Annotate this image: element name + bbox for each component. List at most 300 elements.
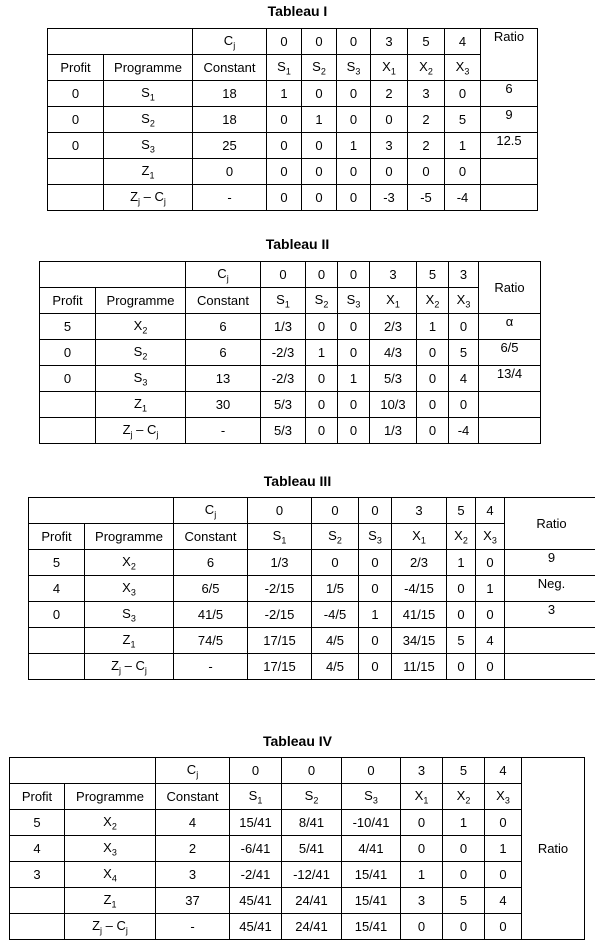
subscript: 1: [111, 899, 117, 910]
table-cell: [337, 185, 371, 211]
cell-text: 0: [458, 164, 467, 179]
cell-text: – C: [140, 188, 164, 204]
subscript: 2: [465, 795, 471, 806]
cell-text: -2/41: [240, 867, 271, 882]
ratio-cell: [479, 340, 541, 366]
subscript: j: [119, 665, 122, 676]
table-cell: [261, 314, 306, 340]
subscript: j: [214, 509, 217, 520]
cell-text: -: [208, 659, 213, 674]
table-cell: [408, 81, 445, 107]
table-cell: [408, 133, 445, 159]
column-header: [476, 524, 505, 550]
cell-text: 0: [315, 190, 323, 205]
table-cell: [230, 888, 282, 914]
cell-text: Z: [141, 162, 150, 178]
table-cell: [248, 654, 312, 680]
cell-text: 3: [417, 893, 426, 908]
cell-text: S: [133, 369, 143, 385]
cell-text: 1: [315, 112, 323, 127]
ratio-cell: [481, 107, 538, 133]
table-row: [10, 810, 585, 836]
cell-text: 0: [385, 112, 393, 127]
table-cell: [371, 159, 408, 185]
blank-cell: [29, 498, 174, 524]
subscript: 1: [423, 795, 429, 806]
table-cell: [371, 107, 408, 133]
cj-value: [476, 498, 505, 524]
cell-text: 2: [422, 138, 430, 153]
cell-text: 3: [417, 763, 426, 778]
table-cell: [282, 888, 342, 914]
table-cell: [248, 602, 312, 628]
table-cell: [174, 654, 248, 680]
subscript: 2: [111, 821, 117, 832]
column-header: [40, 288, 96, 314]
cell-text: S: [141, 110, 150, 126]
cell-text: 5: [459, 893, 468, 908]
column-header: [230, 784, 282, 810]
cell-text: 0: [457, 607, 465, 622]
table-cell: [65, 914, 156, 940]
table-cell: [342, 810, 401, 836]
table-cell: [248, 550, 312, 576]
subscript: 1: [390, 66, 396, 77]
cell-text: 4/41: [358, 841, 384, 856]
cell-text: X: [103, 813, 112, 829]
table-cell: [449, 392, 479, 418]
ratio-cell: [505, 628, 595, 654]
cell-text: S: [364, 787, 373, 803]
cell-text: Profit: [60, 60, 91, 75]
table-cell: [40, 314, 96, 340]
table-cell: [96, 392, 186, 418]
tableau-3: [28, 497, 595, 680]
cell-text: -5: [420, 190, 432, 205]
column-header: [48, 55, 104, 81]
cell-text: 0: [349, 267, 358, 282]
cell-text: 18: [222, 112, 237, 127]
table-cell: [29, 602, 85, 628]
table-cell: [338, 314, 370, 340]
column-header: [186, 288, 261, 314]
cell-text: Constant: [196, 293, 250, 308]
cell-text: 0: [371, 503, 379, 518]
table-cell: [186, 418, 261, 444]
cell-text: S: [314, 291, 324, 307]
column-header: [174, 524, 248, 550]
cell-text: 0: [349, 164, 358, 179]
table-cell: [445, 185, 481, 211]
table-row: [40, 418, 541, 444]
column-header: [248, 524, 312, 550]
table-cell: [371, 81, 408, 107]
cell-text: 3: [385, 34, 393, 49]
column-header: [417, 288, 449, 314]
cell-text: C: [204, 501, 215, 517]
cell-text: 6/5: [201, 581, 220, 596]
table-row: [29, 576, 595, 602]
table-cell: [443, 836, 485, 862]
cj-value: [445, 29, 481, 55]
cell-text: 18: [222, 86, 237, 101]
column-header: [85, 524, 174, 550]
cell-text: 0: [371, 555, 379, 570]
cell-text: -4: [456, 190, 469, 205]
subscript: j: [156, 429, 159, 440]
cell-text: 6/5: [500, 340, 519, 355]
blank-cell: [40, 262, 186, 288]
table-cell: [392, 576, 447, 602]
cell-text: 0: [280, 112, 288, 127]
table-cell: [370, 418, 417, 444]
cell-text: Ratio: [537, 841, 569, 856]
table-cell: [359, 576, 392, 602]
cell-text: S: [122, 605, 131, 621]
cell-text: 34/15: [402, 633, 436, 648]
cell-text: 0: [428, 397, 437, 412]
cell-text: -4/15: [404, 581, 434, 596]
cj-value: [370, 262, 417, 288]
table-cell: [338, 418, 370, 444]
subscript: 3: [111, 847, 117, 858]
cell-text: 15/41: [354, 893, 388, 908]
table-cell: [193, 81, 267, 107]
cell-text: C: [217, 265, 227, 281]
table-cell: [476, 550, 505, 576]
column-header: [408, 55, 445, 81]
table-cell: [48, 107, 104, 133]
table-cell: [186, 392, 261, 418]
column-header: [193, 55, 267, 81]
subscript: 3: [130, 613, 136, 624]
subscript: 2: [142, 325, 148, 336]
cell-text: 0: [349, 345, 358, 360]
cell-text: 0: [275, 503, 284, 518]
table-row: [48, 107, 538, 133]
cell-text: Constant: [184, 529, 237, 544]
cell-text: 1: [417, 867, 426, 882]
table-cell: [261, 366, 306, 392]
cell-text: Constant: [203, 60, 256, 75]
cell-text: X: [456, 787, 466, 803]
table-cell: [65, 810, 156, 836]
cell-text: 0: [315, 164, 323, 179]
cell-text: 12.5: [496, 133, 522, 148]
cell-text: 3: [422, 86, 430, 101]
cell-text: 0: [63, 345, 72, 360]
cell-text: 74/5: [197, 633, 224, 648]
table-cell: [449, 418, 479, 444]
table-cell: [104, 159, 193, 185]
table-cell: [337, 107, 371, 133]
tableau-3-title: Tableau III: [263, 473, 332, 489]
table-cell: [96, 340, 186, 366]
subscript: 2: [313, 795, 319, 806]
cell-text: X: [133, 317, 143, 333]
cell-text: 0: [71, 138, 80, 153]
header-row: [48, 55, 538, 81]
cell-text: 0: [349, 319, 358, 334]
subscript: 4: [111, 873, 117, 884]
table-cell: [85, 602, 174, 628]
cell-text: 0: [71, 86, 80, 101]
table-cell: [230, 836, 282, 862]
cell-text: 0: [307, 763, 316, 778]
table-cell: [29, 654, 85, 680]
column-header: [447, 524, 476, 550]
cell-text: Z: [122, 421, 131, 437]
cell-text: 0: [280, 164, 288, 179]
table-cell: [370, 340, 417, 366]
subscript: 1: [420, 535, 426, 546]
cell-text: 0: [499, 919, 507, 934]
table-cell: [193, 159, 267, 185]
cell-text: -: [220, 423, 226, 438]
cj-value: [401, 758, 443, 784]
ratio-cell: [481, 159, 538, 185]
cell-text: Constant: [166, 789, 219, 804]
cell-text: 1/5: [325, 581, 345, 596]
table-cell: [156, 862, 230, 888]
subscript: 3: [149, 144, 155, 155]
table-cell: [370, 366, 417, 392]
cell-text: 1/3: [383, 423, 403, 438]
table-cell: [302, 107, 337, 133]
cell-text: 0: [459, 919, 468, 934]
cell-text: 5: [457, 633, 465, 648]
cell-text: 1/3: [273, 319, 293, 334]
cell-text: 1: [428, 319, 437, 334]
cell-text: 4: [33, 841, 41, 856]
subscript: j: [138, 196, 141, 207]
cell-text: 3: [188, 867, 197, 882]
cell-text: 0: [367, 763, 375, 778]
cell-text: -2/15: [264, 581, 295, 596]
table-row: [48, 185, 538, 211]
cell-text: – C: [132, 421, 157, 437]
ratio-cell: [505, 550, 595, 576]
table-cell: [282, 810, 342, 836]
column-header: [370, 288, 417, 314]
table-cell: [302, 159, 337, 185]
table-cell: [485, 810, 522, 836]
cell-text: 1: [280, 86, 288, 101]
subscript: 1: [281, 535, 287, 546]
cell-text: S: [346, 291, 356, 307]
cj-value: [449, 262, 479, 288]
cell-text: 0: [371, 659, 379, 674]
table-row: [40, 340, 541, 366]
cell-text: 5/3: [273, 423, 293, 438]
table-cell: [85, 550, 174, 576]
subscript: 3: [465, 299, 471, 310]
table-cell: [445, 133, 481, 159]
cell-text: S: [304, 787, 314, 803]
column-header: [449, 288, 479, 314]
table-cell: [417, 418, 449, 444]
column-header: [443, 784, 485, 810]
cell-text: X: [412, 527, 421, 543]
subscript: 1: [257, 795, 263, 806]
cell-text: 1/3: [270, 555, 289, 570]
cell-text: 4: [499, 763, 507, 778]
table-cell: [306, 418, 338, 444]
table-row: [10, 862, 585, 888]
table-cell: [248, 576, 312, 602]
table-cell: [156, 888, 230, 914]
cell-text: 0: [428, 345, 437, 360]
table-cell: [306, 340, 338, 366]
cell-text: 13: [215, 371, 231, 386]
table-cell: [193, 107, 267, 133]
subscript: j: [130, 429, 133, 440]
table-cell: [338, 392, 370, 418]
table-row: [48, 159, 538, 185]
table-cell: [338, 340, 370, 366]
cell-text: X: [103, 865, 112, 881]
column-header: [302, 55, 337, 81]
cell-text: Ratio: [494, 280, 525, 295]
cj-value: [408, 29, 445, 55]
cj-value: [359, 498, 392, 524]
table-cell: [230, 914, 282, 940]
table-cell: [174, 602, 248, 628]
cell-text: -: [190, 919, 195, 934]
table-cell: [156, 810, 230, 836]
table-cell: [449, 314, 479, 340]
table-cell: [476, 576, 505, 602]
cell-text: 1: [349, 138, 358, 153]
tableau-4-title: Tableau IV: [263, 733, 332, 749]
table-cell: [392, 654, 447, 680]
subscript: 1: [285, 66, 291, 77]
subscript: 1: [149, 92, 155, 103]
table-cell: [445, 107, 481, 133]
table-cell: [267, 107, 302, 133]
table-cell: [359, 550, 392, 576]
cell-text: 0: [417, 919, 426, 934]
cell-text: 17/15: [263, 633, 296, 648]
table-cell: [29, 628, 85, 654]
cell-text: X: [496, 787, 505, 803]
column-header: [282, 784, 342, 810]
cell-text: C: [186, 761, 197, 777]
table-cell: [342, 914, 401, 940]
cj-value: [261, 262, 306, 288]
subscript: j: [125, 925, 128, 936]
cell-text: S: [368, 527, 377, 543]
table-cell: [65, 888, 156, 914]
cell-text: -3: [383, 190, 395, 205]
column-header: [312, 524, 359, 550]
column-header: [267, 55, 302, 81]
table-cell: [193, 133, 267, 159]
table-cell: [312, 576, 359, 602]
table-cell: [306, 366, 338, 392]
cell-text: X: [414, 787, 424, 803]
table-cell: [312, 628, 359, 654]
subscript: 3: [142, 377, 148, 388]
table-cell: [85, 628, 174, 654]
table-cell: [447, 628, 476, 654]
table-cell: [302, 185, 337, 211]
cj-label: [186, 262, 261, 288]
table-cell: [282, 862, 342, 888]
ratio-cell: [479, 418, 541, 444]
cell-text: 45/41: [239, 919, 272, 934]
column-header: [401, 784, 443, 810]
cell-text: S: [133, 343, 143, 359]
table-cell: [85, 654, 174, 680]
cell-text: 0: [457, 659, 465, 674]
cj-value: [306, 262, 338, 288]
cell-text: 2: [385, 86, 393, 101]
table-cell: [370, 314, 417, 340]
ratio-header: [505, 498, 595, 550]
table-cell: [96, 366, 186, 392]
cell-text: 25: [222, 138, 237, 153]
cell-text: Neg.: [537, 576, 566, 591]
cell-text: S: [141, 84, 150, 100]
cell-text: 0: [52, 607, 61, 622]
table-cell: [267, 81, 302, 107]
table-cell: [443, 888, 485, 914]
cell-text: X: [382, 58, 391, 74]
subscript: 2: [323, 299, 329, 310]
cell-text: 5/3: [383, 371, 403, 386]
table-row: [40, 314, 541, 340]
blank-cell: [10, 758, 156, 784]
table-cell: [337, 159, 371, 185]
table-cell: [10, 810, 65, 836]
table-cell: [156, 914, 230, 940]
table-cell: [445, 159, 481, 185]
cell-text: 4: [486, 503, 494, 518]
table-cell: [186, 340, 261, 366]
cell-text: 0: [279, 267, 287, 282]
cell-text: X: [386, 291, 395, 307]
table-row: [29, 654, 595, 680]
cj-value: [342, 758, 401, 784]
table-cell: [447, 550, 476, 576]
cell-text: 0: [499, 815, 507, 830]
ratio-cell: [505, 576, 595, 602]
cj-value: [337, 29, 371, 55]
column-header: [337, 55, 371, 81]
ratio-cell: [481, 185, 538, 211]
table-cell: [417, 392, 449, 418]
cell-text: 5: [428, 267, 437, 282]
cell-text: 0: [280, 138, 288, 153]
cell-text: X: [483, 527, 492, 543]
table-cell: [485, 914, 522, 940]
table-cell: [359, 654, 392, 680]
cell-text: 41/15: [402, 607, 436, 622]
tableau-1: [47, 28, 538, 211]
cell-text: 8/41: [298, 815, 325, 830]
table-cell: [10, 914, 65, 940]
cell-text: 0: [417, 841, 426, 856]
cell-text: 17/15: [263, 659, 296, 674]
table-cell: [371, 185, 408, 211]
cj-value: [447, 498, 476, 524]
cell-text: 0: [371, 581, 379, 596]
cell-text: 0: [317, 397, 326, 412]
subscript: 2: [149, 118, 155, 129]
cell-text: X: [419, 58, 428, 74]
cell-text: 3: [415, 503, 423, 518]
